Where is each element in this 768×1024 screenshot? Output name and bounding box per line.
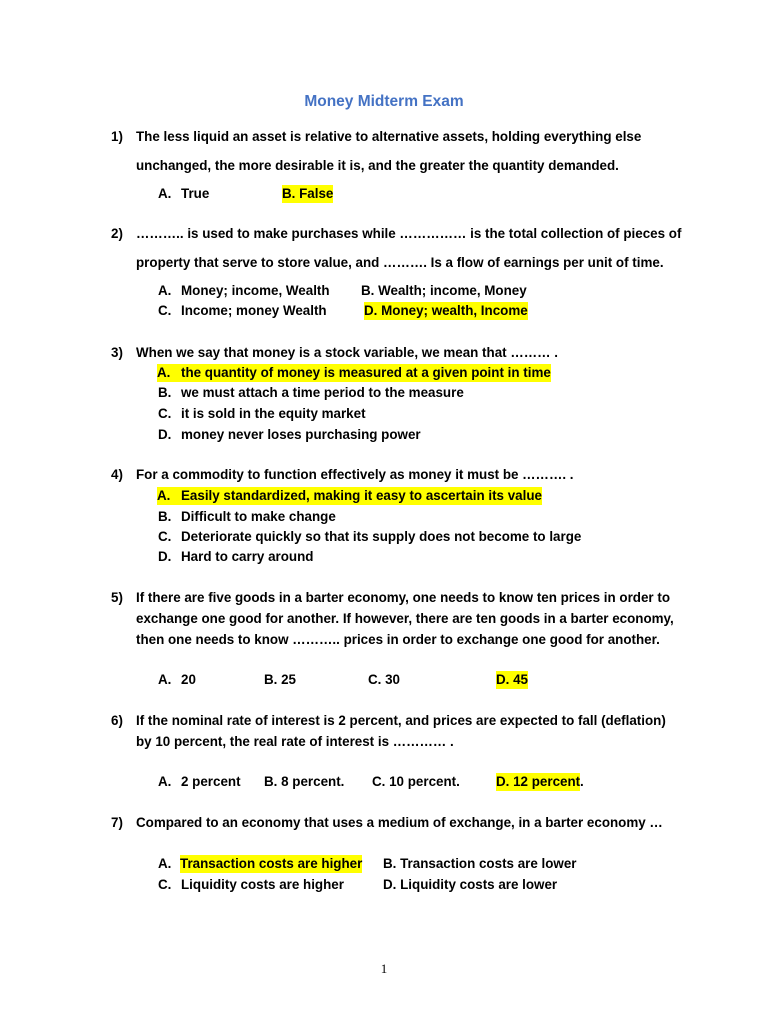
option-letter: C.: [158, 877, 172, 892]
option-text: Money; income, Wealth: [181, 283, 330, 298]
option-text: it is sold in the equity market: [181, 406, 366, 421]
question-text: unchanged, the more desirable it is, and the greater the quantity demanded.: [136, 158, 619, 173]
option-text: Hard to carry around: [181, 549, 314, 564]
question-number: 7): [111, 815, 123, 830]
option-text: True: [181, 186, 210, 201]
option-letter: D.: [158, 549, 172, 564]
question-text: ……….. is used to make purchases while …………… is the total collection of pieces of: [136, 226, 682, 241]
option-letter: A.: [158, 672, 172, 687]
option-letter: A.: [158, 774, 172, 789]
question-text: property that serve to store value, and ………. Is a flow of earnings per unit of time.: [136, 255, 664, 270]
question-text: by 10 percent, the real rate of interest is ………… .: [136, 734, 454, 749]
option-period: .: [580, 774, 584, 789]
option-text: C. 10 percent.: [372, 774, 460, 789]
option-text: B. 8 percent.: [264, 774, 345, 789]
question-text: exchange one good for another. If however, there are ten goods in a barter economy,: [136, 611, 674, 626]
question-text: If the nominal rate of interest is 2 percent, and prices are expected to fall (deflation): [136, 713, 666, 728]
question-number: 6): [111, 713, 123, 728]
option-letter: B.: [158, 509, 172, 524]
option-text: Difficult to make change: [181, 509, 336, 524]
question-number: 3): [111, 345, 123, 360]
option-text: D. Liquidity costs are lower: [383, 877, 558, 892]
option-text: money never loses purchasing power: [181, 427, 421, 442]
option-text: B. 25: [264, 672, 297, 687]
option-text: we must attach a time period to the measure: [181, 385, 464, 400]
correct-answer: B. False: [282, 186, 334, 201]
option-letter: A.: [157, 487, 181, 505]
option-text: B. Transaction costs are lower: [383, 856, 577, 871]
option-text: 2 percent: [181, 774, 241, 789]
question-number: 2): [111, 226, 123, 241]
question-number: 4): [111, 467, 123, 482]
option-letter: B.: [158, 385, 172, 400]
question-number: 5): [111, 590, 123, 605]
option-text: Income; money Wealth: [181, 303, 327, 318]
option-text: Deteriorate quickly so that its supply does not become to large: [181, 529, 582, 544]
option-letter: A.: [158, 856, 172, 871]
question-text: If there are five goods in a barter economy, one needs to know ten prices in order to: [136, 590, 671, 605]
option-text: Liquidity costs are higher: [181, 877, 344, 892]
option-letter: C.: [158, 529, 172, 544]
correct-answer: Easily standardized, making it easy to ascertain its value: [181, 488, 542, 503]
question-text: then one needs to know ……….. prices in order to exchange one good for another.: [136, 632, 660, 647]
option-letter: A.: [157, 364, 181, 382]
correct-answer: D. 45: [496, 672, 529, 687]
question-text: When we say that money is a stock variable, we mean that ……… .: [136, 345, 558, 360]
option-text: B. Wealth; income, Money: [361, 283, 527, 298]
option-letter: D.: [158, 427, 172, 442]
option-text: C. 30: [368, 672, 401, 687]
question-number: 1): [111, 129, 123, 144]
page-number: 1: [380, 961, 388, 976]
option-letter: A.: [158, 283, 172, 298]
question-text: For a commodity to function effectively as money it must be ………. .: [136, 467, 574, 482]
correct-answer: D. Money; wealth, Income: [364, 303, 528, 318]
question-text: The less liquid an asset is relative to alternative assets, holding everything else: [136, 129, 642, 144]
question-text: Compared to an economy that uses a medium of exchange, in a barter economy …: [136, 815, 663, 830]
correct-answer: the quantity of money is measured at a given point in time: [181, 365, 551, 380]
option-text: 20: [181, 672, 196, 687]
page-title: Money Midterm Exam: [304, 93, 464, 110]
correct-answer: D. 12 percent: [496, 774, 581, 789]
option-letter: A.: [158, 186, 172, 201]
option-letter: C.: [158, 406, 172, 421]
option-letter: C.: [158, 303, 172, 318]
correct-answer: Transaction costs are higher: [180, 856, 363, 871]
